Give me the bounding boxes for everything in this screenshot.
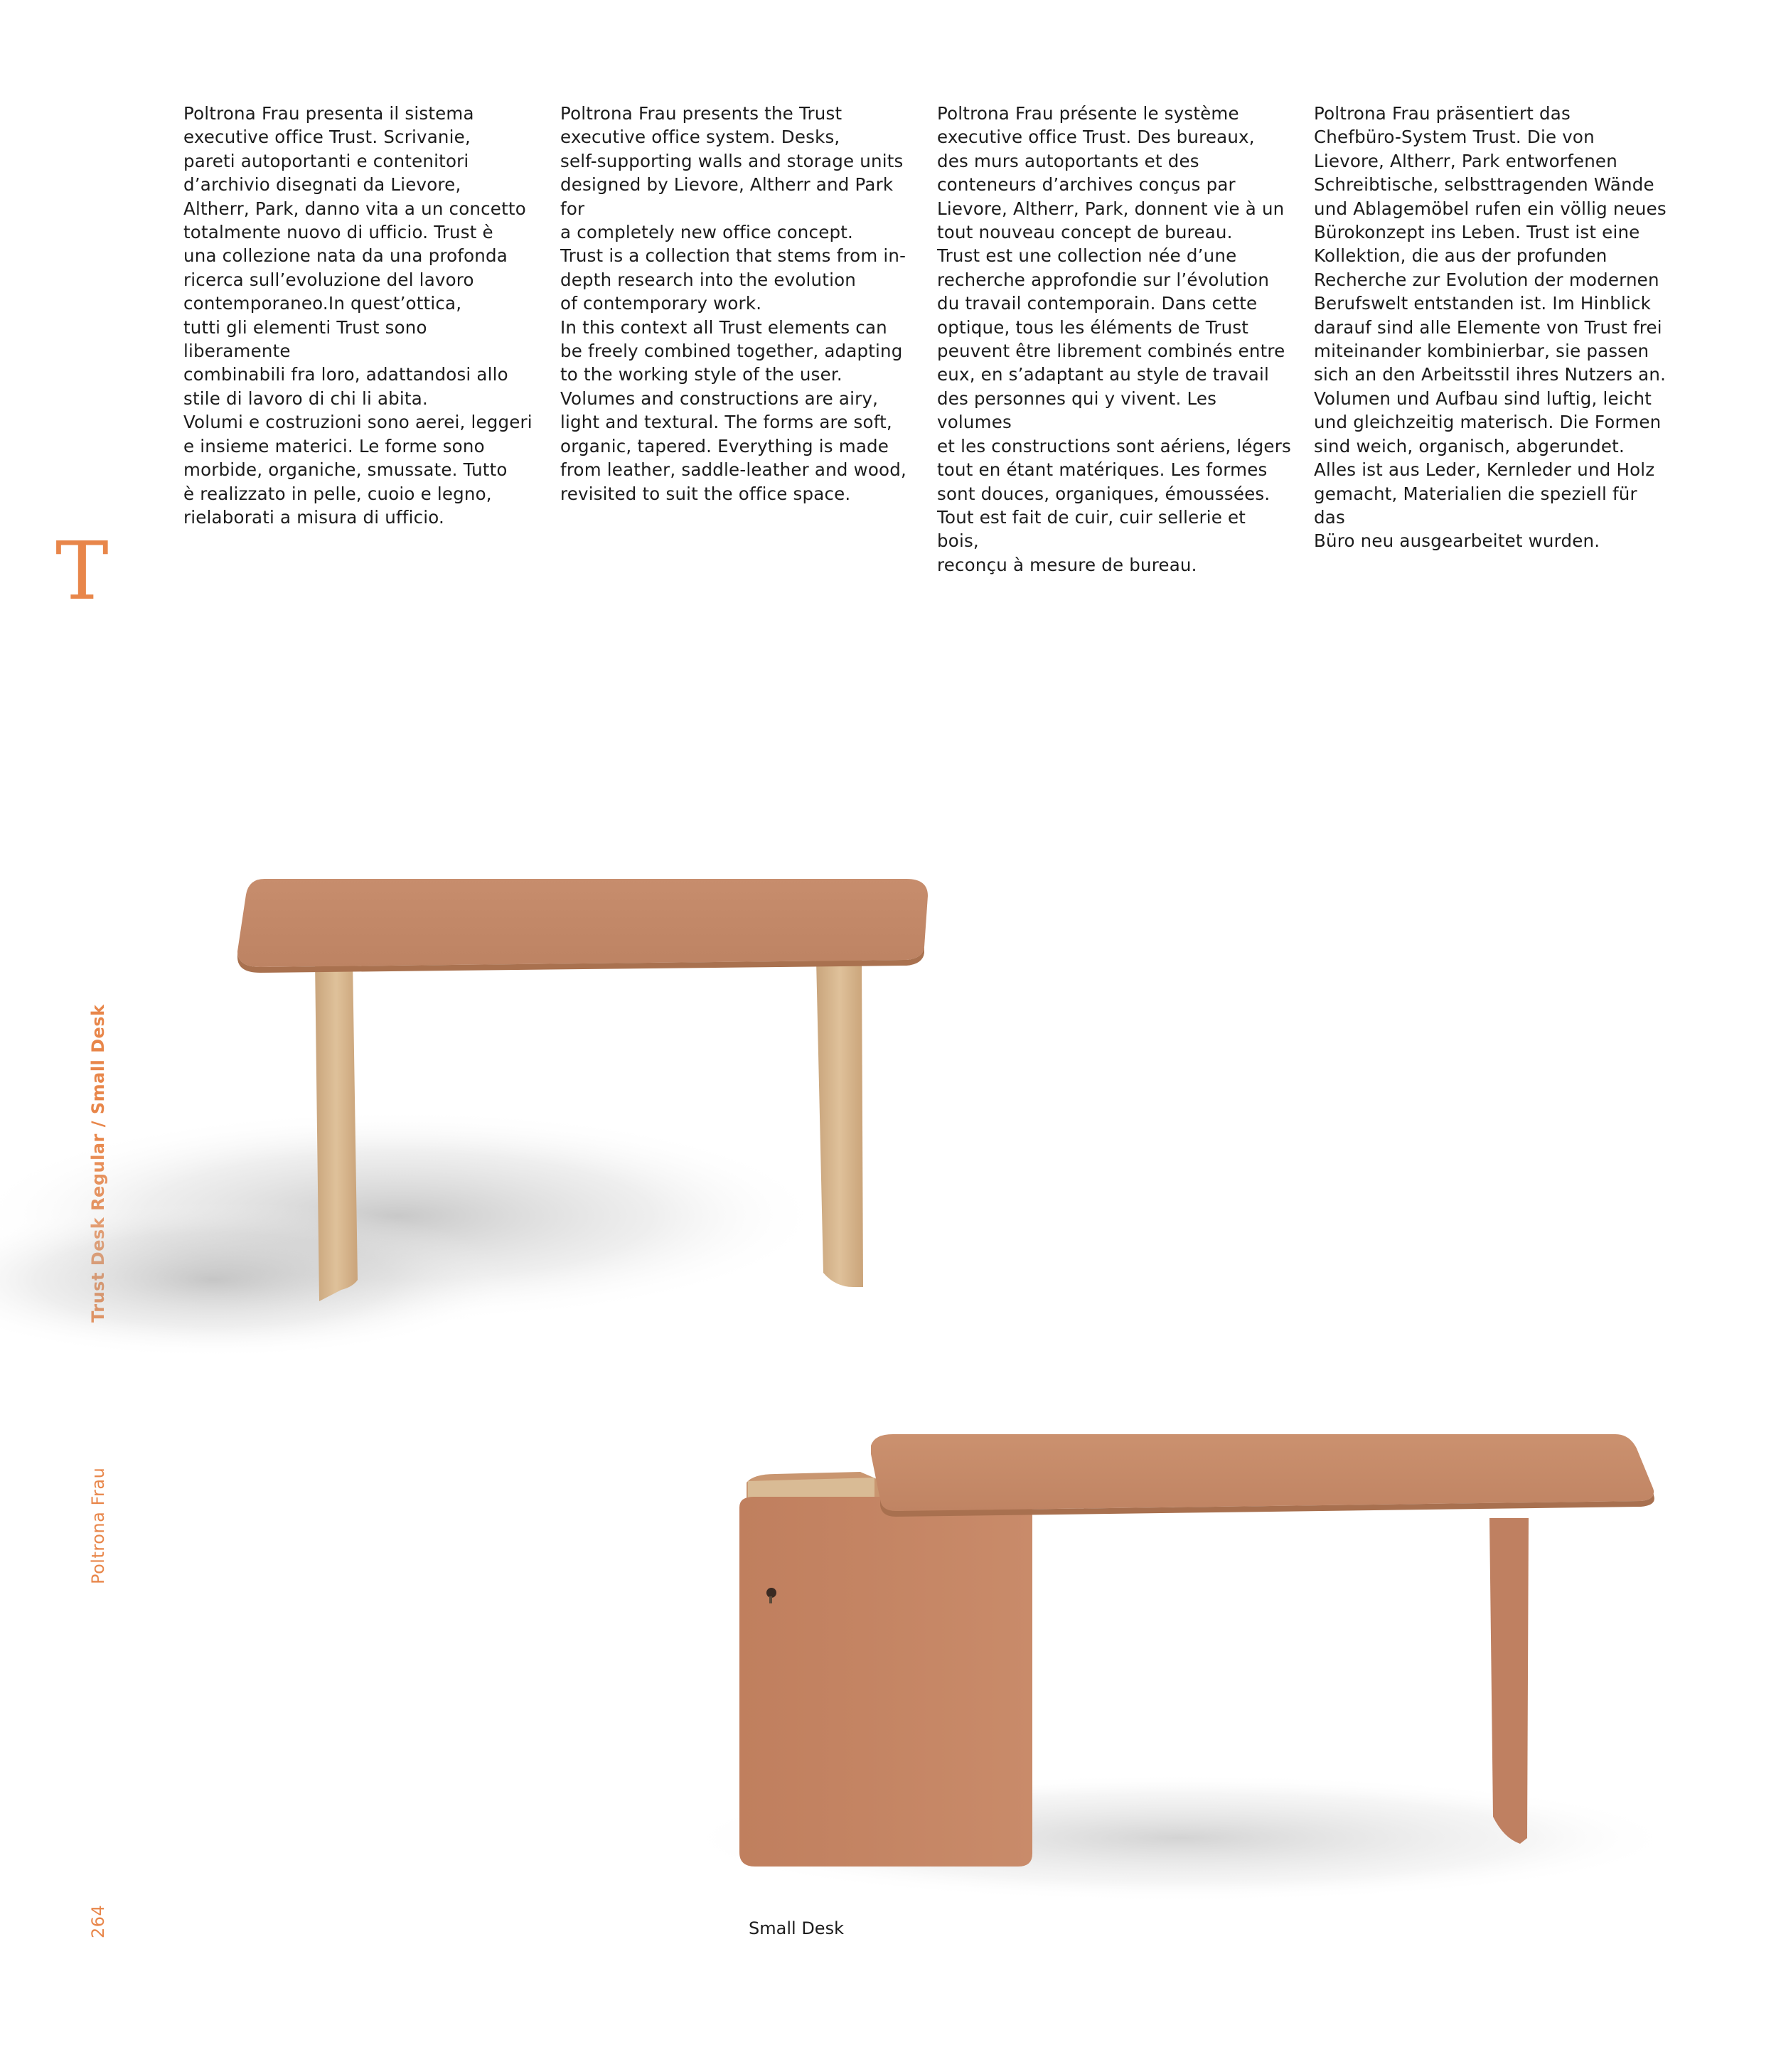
text-line: eux, en s’adaptant au style de travail [937, 364, 1269, 385]
text-line: pareti autoportanti e contenitori [183, 150, 469, 171]
text-line: d’archivio disegnati da Lievore, [183, 174, 461, 196]
text-line: tout nouveau concept de bureau. [937, 222, 1233, 243]
text-line: Kollektion, die aus der profunden [1314, 245, 1608, 267]
text-line: è realizzato in pelle, cuoio e legno, [183, 483, 492, 504]
text-line: darauf sind alle Elemente von Trust frei [1314, 316, 1662, 338]
text-line: executive office Trust. Des bureaux, [937, 127, 1255, 148]
text-line: Recherche zur Evolution der modernen [1314, 269, 1659, 290]
text-line: In this context all Trust elements can [560, 316, 887, 338]
text-line: des murs autoportants et des [937, 150, 1199, 171]
text-line: und Ablagemöbel rufen ein völlig neues [1314, 198, 1667, 219]
text-line: executive office Trust. Scrivanie, [183, 127, 471, 148]
text-line: Poltrona Frau präsentiert das [1314, 103, 1571, 124]
text-line: rielaborati a misura di ufficio. [183, 506, 444, 528]
text-line: sind weich, organisch, abgerundet. [1314, 435, 1625, 456]
text-line: una collezione nata da una profonda [183, 245, 508, 267]
text-line: und gleichzeitig materisch. Die Formen [1314, 412, 1662, 433]
text-line: tout en étant matériques. Les formes [937, 459, 1268, 481]
text-column-italian [183, 102, 539, 529]
text-line: stile di lavoro di chi li abita. [183, 388, 428, 409]
text-line: light and textural. The forms are soft, [560, 412, 892, 433]
text-line: e insieme materici. Le forme sono [183, 435, 485, 456]
text-line: be freely combined together, adapting [560, 341, 903, 362]
text-line: Altherr, Park, danno vita a un concetto [183, 198, 526, 219]
text-line: recherche approfondie sur l’évolution [937, 269, 1270, 290]
desk-regular-image [0, 818, 946, 1379]
text-line: optique, tous les éléments de Trust [937, 316, 1249, 338]
text-line: Alles ist aus Leder, Kernleder und Holz [1314, 459, 1655, 481]
text-line: Poltrona Frau presenta il sistema [183, 103, 474, 124]
text-line: Poltrona Frau présente le système [937, 103, 1239, 124]
text-line: combinabili fra loro, adattandosi allo [183, 364, 508, 385]
initial-letter: T [55, 525, 109, 618]
text-line: Lievore, Altherr, Park entworfenen [1314, 150, 1617, 171]
brand-name: Poltrona Frau [88, 1467, 108, 1584]
text-line: Schreibtische, selbsttragenden Wände [1314, 174, 1654, 196]
text-line: Volumes and constructions are airy, [560, 388, 879, 409]
text-line: self-supporting walls and storage units [560, 150, 904, 171]
small-desk-image [640, 1383, 1685, 1909]
page-number: 264 [88, 1904, 108, 1938]
text-line: Poltrona Frau presents the Trust [560, 103, 842, 124]
text-line: executive office system. Desks, [560, 127, 840, 148]
text-line: sont douces, organiques, émoussées. [937, 483, 1271, 504]
text-line: ricerca sull’evoluzione del lavoro [183, 269, 474, 290]
text-line: conteneurs d’archives conçus par [937, 174, 1236, 196]
text-line: organic, tapered. Everything is made [560, 435, 889, 456]
text-line: Lievore, Altherr, Park, donnent vie à un [937, 198, 1285, 219]
text-line: to the working style of the user. [560, 364, 842, 385]
text-line: peuvent être librement combinés entre [937, 341, 1285, 362]
text-line: Trust is a collection that stems from in- [560, 245, 906, 267]
text-line: contemporaneo.In quest’ottica, [183, 293, 462, 314]
text-line: tutti gli elementi Trust sono liberamente [183, 316, 427, 362]
text-line: Bürokonzept ins Leben. Trust ist eine [1314, 222, 1640, 243]
text-line: et les constructions sont aériens, légers [937, 435, 1291, 456]
text-line: Volumi e costruzioni sono aerei, leggeri [183, 412, 533, 433]
text-line: des personnes qui y vivent. Les volumes [937, 388, 1217, 433]
text-column-french [937, 102, 1293, 577]
text-line: designed by Lievore, Altherr and Park for [560, 174, 894, 219]
text-line: gemacht, Materialien die speziell für das [1314, 483, 1637, 528]
text-line: depth research into the evolution [560, 269, 857, 290]
text-line: morbide, organiche, smussate. Tutto [183, 459, 508, 481]
text-line: reconçu à mesure de bureau. [937, 554, 1197, 575]
text-line: du travail contemporain. Dans cette [937, 293, 1258, 314]
text-line: a completely new office concept. [560, 222, 854, 243]
text-line: from leather, saddle-leather and wood, [560, 459, 906, 481]
text-column-german [1314, 102, 1669, 553]
text-line: Tout est fait de cuir, cuir sellerie et bois, [937, 506, 1246, 552]
text-line: totalmente nuovo di ufficio. Trust è [183, 222, 493, 243]
text-line: of contemporary work. [560, 293, 762, 314]
text-line: sich an den Arbeitsstil ihres Nutzers an. [1314, 364, 1667, 385]
text-line: revisited to suit the office space. [560, 483, 851, 504]
text-line: miteinander kombinierbar, sie passen [1314, 341, 1649, 362]
text-line: Büro neu ausgearbeitet wurden. [1314, 530, 1600, 552]
image-caption: Small Desk [749, 1918, 844, 1938]
text-line: Trust est une collection née d’une [937, 245, 1237, 267]
text-column-english [560, 102, 916, 506]
text-line: Volumen und Aufbau sind luftig, leicht [1314, 388, 1652, 409]
text-line: Berufswelt entstanden ist. Im Hinblick [1314, 293, 1652, 314]
text-line: Chefbüro-System Trust. Die von [1314, 127, 1595, 148]
